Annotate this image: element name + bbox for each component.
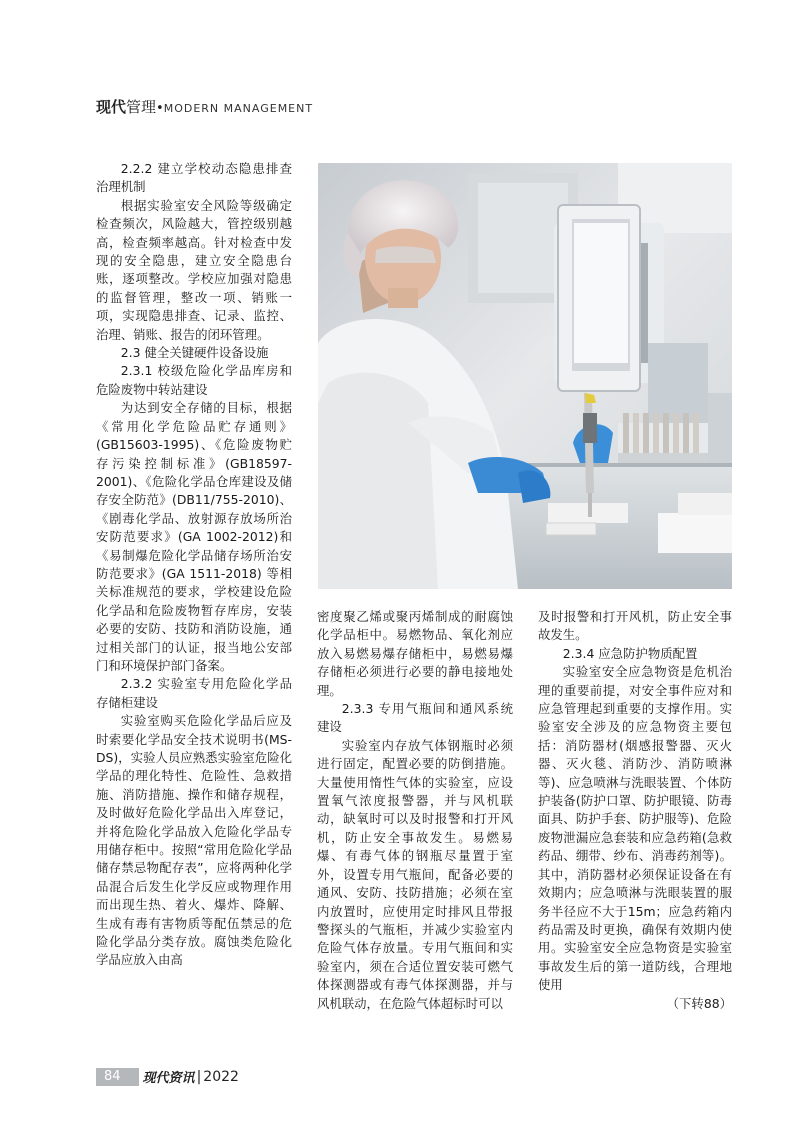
page-footer [96,1066,239,1086]
paragraph: 及时报警和打开风机，防止安全事故发生。 [538,609,732,643]
subheading-2-3-1: 2.3.1 校级危险化学品库房和危险废物中转站建设 [96,363,292,397]
lab-photo [318,163,732,589]
header-section: 管理 [126,98,157,116]
running-header [96,96,313,117]
right-column [538,608,732,1013]
heading-2-3: 2.3 健全关键硬件设备设施 [120,345,269,361]
header-magazine-bold: 现代 [96,98,127,116]
subheading-2-3-4: 2.3.4 应急防护物质配置 [562,645,698,661]
header-english: MODERN MANAGEMENT [163,102,314,115]
page-number: 84 [96,1068,139,1086]
magazine-logo: 现代资讯 [142,1071,195,1086]
continued-note: （下转88） [666,995,732,1011]
footer-separator: | [196,1068,202,1085]
issue-year: 2022 [203,1068,239,1085]
paragraph: 实验室内存放气体钢瓶时必须进行固定，配置必要的防倒措施。大量使用惰性气体的实验室，应设置氧气浓度报警器，并与风机联动，缺氧时可以及时报警和打开风机，防止安全事故发生。易燃易爆、有毒气体的钢瓶尽量置于室外，设置专用气瓶间，配备必要的通风、安防、技防措施；必须在室内放置时，应使用定时排风且带报警探头的气瓶柜，并减少实验室内危险气体存放量。专用气瓶间和实验室内，须在合适位置安装可燃气体探测器或有毒气体探测器，并与风机联动，在危险气体超标时可以 [317,737,513,1011]
paragraph: 密度聚乙烯或聚丙烯制成的耐腐蚀化学品柜中。易燃物品、氧化剂应放入易燃易爆存储柜中，易燃易爆存储柜必须进行必要的静电接地处理。 [317,609,513,698]
paragraph: 实验室安全应急物资是危机治理的重要前提，对安全事件应对和应急管理起到重要的支撑作用。实验室安全涉及的应急物资主要包括：消防器材(烟感报警器、灭火器、灭火毯、消防沙、消防喷淋等)、应急喷淋与洗眼装置、个体防护装备(防护口罩、防护眼镜、防毒面具、防护手套、防护服等)、危险废物泄漏应急套装和应急药箱(急救药品、绷带、纱布、消毒药剂等)。其中，消防器材必须保证设备在有效期内；应急喷淋与洗眼装置的服务半径应不大于15m；应急药箱内药品需及时更换，确保有效期内使用。实验室安全应急物资是实验室事故发生后的第一道防线，合理地使用 [538,664,732,993]
subheading-2-3-2: 2.3.2 实验室专用危险化学品存储柜建设 [96,676,292,710]
subheading-2-3-3: 2.3.3 专用气瓶间和通风系统建设 [317,701,513,735]
subheading-2-2-2: 2.2.2 建立学校动态隐患排查治理机制 [96,161,292,195]
middle-column [317,608,513,1013]
paragraph: 根据实验室安全风险等级确定检查频次，风险越大，管控级别越高，检查频率越高。针对检查中发现的安全隐患，建立安全隐患台账，逐项整改。学校应加强对隐患的监督管理，整改一项、销账一项，实现隐患排查、记录、监控、治理、销账、报告的闭环管理。 [96,197,292,342]
paragraph: 为达到安全存储的目标，根据《常用化学危险品贮存通则》(GB15603-1995)、《危险废物贮存污染控制标准》(GB18597-2001)、《危险化学品仓库建设及储存安全防范》(DB11/755-2010)、《剧毒化学品、放射源存放场所治安防范要求》(GA 1002-2012)和《易制爆危险化学品储存场所治安防范要求》(GA 1511-2018) 等相关标准规范的要求，学校建设危险化学品和危险废物暂存库房，安装必要的安防、技防和消防设施，通过相关部门的认证，报当地公安部门和环境保护部门备案。 [96,400,292,673]
paragraph: 实验室购买危险化学品后应及时索要化学品安全技术说明书(MS-DS)，实验人员应熟悉实验室危险化学品的理化特性、危险性、急救措施、消防措施、操作和储存规程，及时做好危险化学品出入库登记，并将危险化学品放入危险化学品专用储存柜中。按照“常用危险化学品储存禁忌物配存表”，应将两种化学品混合后发生化学反应或物理作用而出现生热、着火、爆炸、降解、生成有毒有害物质等配伍禁忌的危险化学品分类存放。腐蚀类危险化学品应放入由高 [96,713,292,968]
left-column [96,160,292,970]
header-dot: • [156,101,164,116]
